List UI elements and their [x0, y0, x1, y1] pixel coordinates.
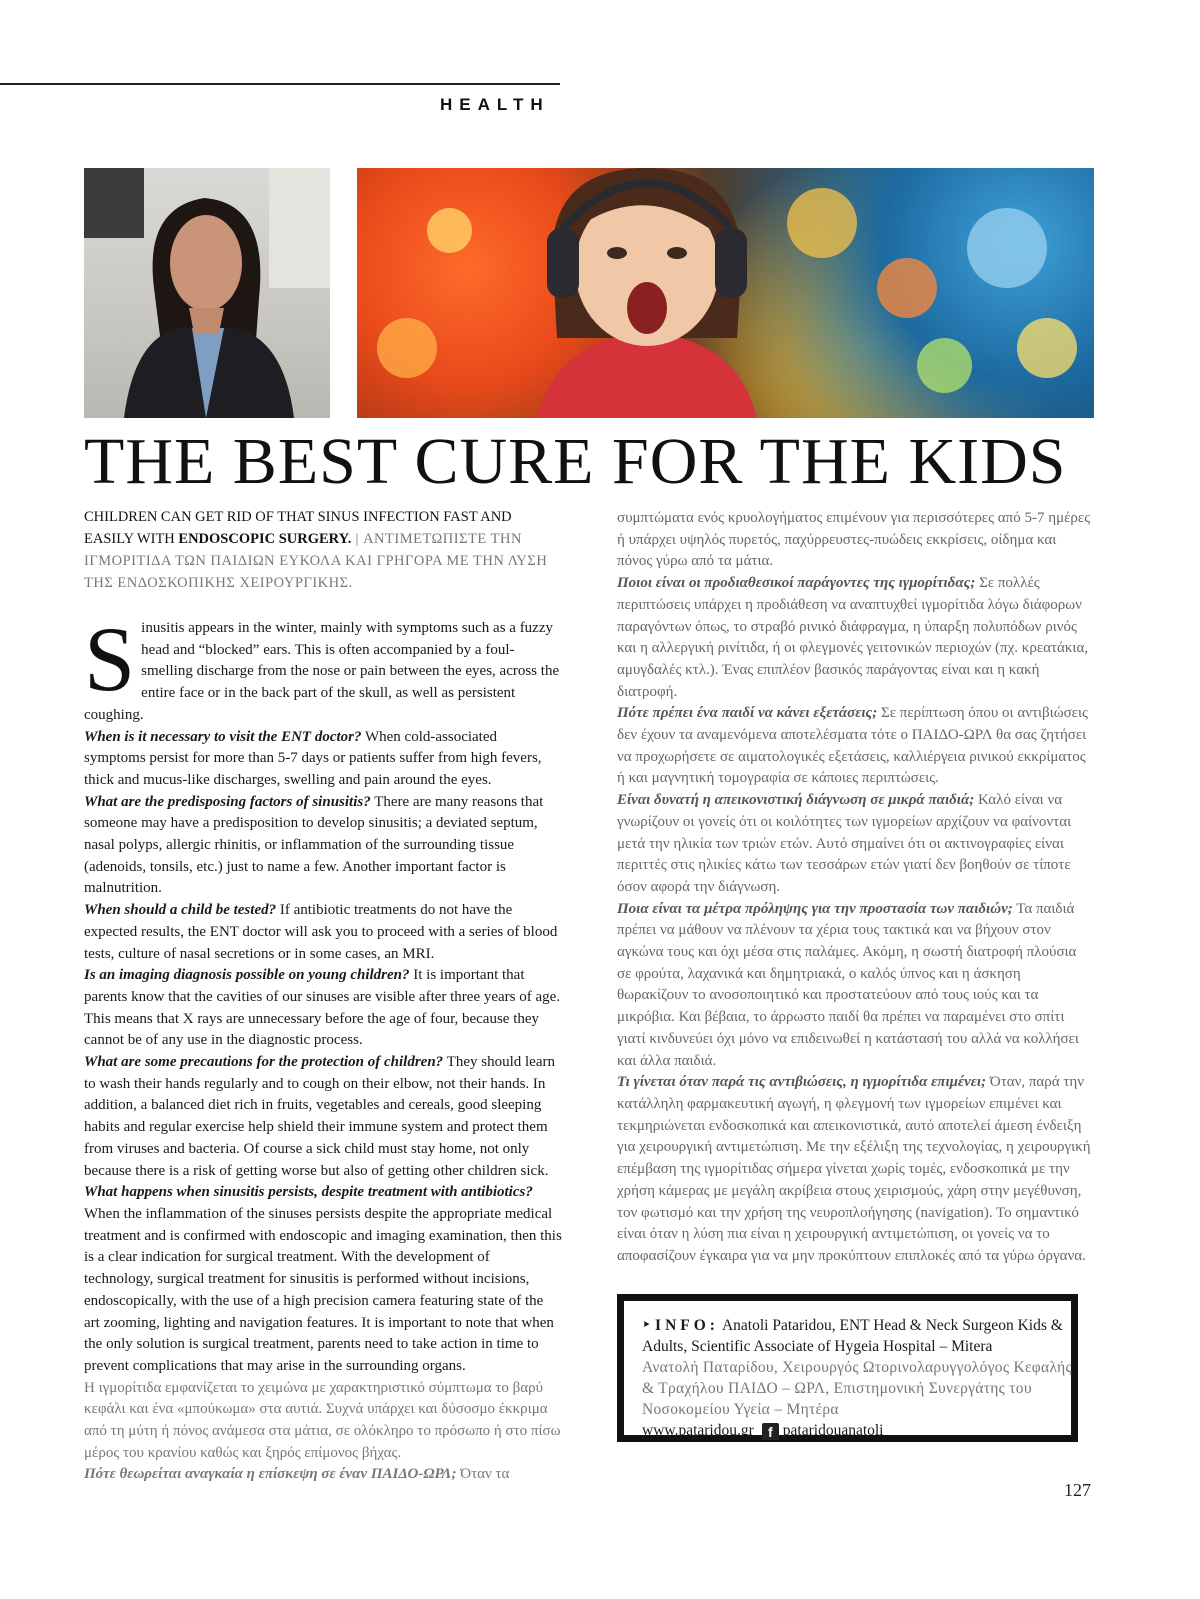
drop-cap: S [84, 608, 136, 710]
qa-4 [84, 965, 562, 1052]
left-column [84, 608, 562, 1486]
info-label: INFO: [655, 1317, 719, 1334]
info-english: Anatoli Pataridou, ENT Head & Neck Surgeon Kids & Adults, Scientific Associate of Hygeia Hospital – Mitera [642, 1317, 1063, 1355]
portrait-illustration [84, 168, 330, 418]
question: Είναι δυνατή η απεικονιστική διάγνωση σε μικρά παιδιά; [617, 792, 975, 809]
qa-6 [84, 1182, 562, 1377]
article-title: THE BEST CURE FOR THE KIDS [84, 425, 1067, 498]
arrow-icon: ‣ [642, 1317, 652, 1334]
answer: Σε πολλές περιπτώσεις υπάρχει η προδιάθεση να αναπτυχθεί ιγμορίτιδα λόγω διάφορων παραγόντων όπως, το στραβό ρινικό διάφραγμα, η ύπαρξη πολυπόδων ρινός και η αλλεργική ρινίτιδα, ή οι φλεγμονές γειτονικών περιοχών (πχ. κρεατάκια, αμυγδαλές κτλ.). Ένας επιπλέον βασικός παράγοντας είναι και η κακή διατροφή. [617, 575, 1089, 700]
greek-qa-6 [617, 1072, 1094, 1267]
question: Πότε θεωρείται αναγκαία η επίσκεψη σε έναν ΠΑΙΔΟ-ΩΡΛ; [84, 1466, 457, 1483]
answer: Καλό είναι να γνωρίζουν οι γονείς ότι οι κοιλότητες των ιγμορείων αρχίζουν να φαίνονται μετά την ηλικία των τριών ετών. Αυτό σημαίνει ότι οι ακτινογραφίες είναι περιττές στις ηλικίες κάτω των τεσσάρων ετών γιατί δεν βοηθούν σε τίποτε όσον αφορά την διάγνωση. [617, 792, 1072, 895]
intro-english-bold: ENDOSCOPIC SURGERY. [178, 531, 352, 547]
greek-answer-continued: συμπτώματα ενός κρυολογήματος επιμένουν για περισσότερες από 5-7 ημέρες ή υπάρχει υψηλός πυρετός, παχύρρευστες-πυώδεις εκκρίσεις, οίδημα και πόνος γύρω από τα μάτια. [617, 510, 1091, 570]
question: What are some precautions for the protection of children? [84, 1054, 444, 1071]
article-intro [84, 506, 562, 594]
answer: It is important that parents know that the cavities of our sinuses are visible after three years of age. This means that X rays are unnecessary before the age of four, because they cannot be of any use in the diagnostic process. [84, 967, 561, 1049]
website-link[interactable]: www.pataridou.gr [642, 1422, 754, 1439]
greek-qa-3 [617, 703, 1094, 790]
answer: When cold-associated symptoms persist for more than 5-7 days or patients suffer from high fevers, thick and mucus-like discharges, swelling and pain around the eyes. [84, 728, 542, 788]
answer: Όταν τα [456, 1466, 510, 1483]
answer: There are many reasons that someone may have a predisposition to develop sinusitis; a deviated septum, nasal polyps, allergic rhinitis, or inflammation of the surrounding tissue (adenoids, tonsils, etc.) just to name a few. Another important factor is malnutrition. [84, 793, 544, 897]
question: What are the predisposing factors of sinusitis? [84, 793, 371, 810]
question: Ποιοι είναι οι προδιαθεσικοί παράγοντες της ιγμορίτιδας; [617, 575, 976, 592]
answer: Τα παιδιά πρέπει να μάθουν να πλένουν τα χέρια τους τακτικά και να βήχουν στον αγκώνα τους και όχι μέσα στις παλάμες. Ακόμη, η σωστή διατροφή πλούσια σε φρούτα, λαχανικά και δημητριακά, ο καλός ύπνος και η άσκηση θωρακίζουν το ανοσοποιητικό και προστατεύουν από τους ιούς και τα μικρόβια. Και βέβαια, το άρρωστο παιδί θα πρέπει να παραμένει στο σπίτι γιατί κινδυνεύει όχι μόνο να επιδεινωθεί η κατάστασή του αλλά να κολλήσει και άλλα παιδιά. [617, 900, 1079, 1069]
answer: Σε περίπτωση όπου οι αντιβιώσεις δεν έχουν τα αναμενόμενα αποτελέσματα τότε ο ΠΑΙΔΟ-ΩΡΛ θα σας ζητήσει να προχωρήσετε σε αιματολογικές εξετάσεις, καλλιέργεια ρινικού εκκρίματος ή και μαγνητική τομογραφία σε κάποιες περιπτώσεις. [617, 705, 1088, 787]
question: Πότε πρέπει ένα παιδί να κάνει εξετάσεις; [617, 705, 878, 722]
greek-qa-2 [617, 573, 1094, 703]
question: Τι γίνεται όταν παρά τις αντιβιώσεις, η ιγμορίτιδα επιμένει; [617, 1074, 987, 1091]
greek-opening: Η ιγμορίτιδα εμφανίζεται το χειμώνα με χαρακτηριστικό σύμπτωμα το βαρύ κεφάλι και ένα «μπούκωμα» στα αυτιά. Συχνά υπάρχει και δύσοσμο έκκριμα από τη μύτη ή πόνος ανάμεσα στα μάτια, σε ολόκληρο το πρόσωπο ή στο πίσω μέρος του κρανίου καθώς και ξηρός επίμονος βήχας. [84, 1379, 561, 1461]
qa-3 [84, 900, 562, 965]
facebook-handle[interactable]: pataridouanatoli [782, 1422, 884, 1439]
answer: They should learn to wash their hands regularly and to cough on their elbow, not their hands. In addition, a balanced diet rich in fruits, vegetables and cereals, good sleeping habits and regular exercise help shield their immune system and protect them from viruses and bacteria. Of course a sick child must stay home, not only because there is a risk of getting worse but also of getting other children sick. [84, 1054, 555, 1179]
info-content [642, 1315, 1072, 1441]
intro-english: CHILDREN CAN GET RID OF THAT SINUS INFECTION FAST AND EASILY WITH [84, 509, 512, 547]
intro-greek: ΑΝΤΙΜΕΤΩΠΙΣΤΕ ΤΗΝ ΙΓΜΟΡΙΤΙΔΑ ΤΩΝ ΠΑΙΔΙΩΝ ΕΥΚΟΛΑ ΚΑΙ ΓΡΗΓΟΡΑ ΜΕ ΤΗΝ ΛΥΣΗ ΤΗΣ ΕΝΔΟΣΚΟΠΙΚΗΣ ΧΕΙΡΟΥΡΓΙΚΗΣ. [84, 531, 548, 591]
right-column [617, 508, 1094, 1268]
intro-separator: | [351, 531, 364, 547]
answer: Όταν, παρά την κατάλληλη φαρμακευτική αγωγή, η φλεγμονή των ιγμορείων επιμένει και τεκμηριώνεται ενδοσκοπικά και απεικονιστικά, αυτό αποτελεί άμεση ένδειξη για χειρουργική αντιμετώπιση. Με την εξέλιξη της τεχνολογίας, η χειρουργική επέμβαση της ιγμορίτιδας σήμερα γίνεται χωρίς τομές, ενδοσκοπικά με την χρήση κάμερας με μεγάλη ακρίβεια στους χειρισμούς, χάρη στην μεγέθυνση, τον φωτισμό και την χρήση της νευροπλοήγησης (navigation). Το σημαντικό είναι όταν η λύση πια είναι η χειρουργική αντιμετώπιση, οι γονείς να το αποφασίζουν έγκαιρα για να μην προκύπτουν επιπλοκές από τα γύρω όργανα. [617, 1074, 1091, 1264]
section-label: HEALTH [440, 95, 550, 114]
question: When is it necessary to visit the ENT doctor? [84, 728, 362, 745]
question: What happens when sinusitis persists, despite treatment with antibiotics? [84, 1184, 533, 1201]
page-number: 127 [1064, 1480, 1091, 1500]
question: Is an imaging diagnosis possible on young children? [84, 967, 410, 984]
greek-qa-5 [617, 899, 1094, 1073]
facebook-icon: f [762, 1423, 779, 1440]
question: Ποια είναι τα μέτρα πρόληψης για την προστασία των παιδιών; [617, 900, 1013, 917]
info-box [617, 1294, 1078, 1442]
question: When should a child be tested? [84, 902, 277, 919]
answer: If antibiotic treatments do not have the expected results, the ENT doctor will ask you to proceed with a series of blood tests, culture of nasal secretions or in some cases, an MRI. [84, 902, 558, 962]
opening-paragraph [84, 608, 562, 727]
qa-5 [84, 1052, 562, 1182]
opening-text: inusitis appears in the winter, mainly with symptoms such as a fuzzy head and “blocked” ears. This is often accompanied by a foul-smelling discharge from the nose or pain between the eyes, across the entire face or in the back part of the skull, as well as persistent coughing. [84, 620, 560, 723]
greek-qa-4 [617, 790, 1094, 899]
header-rule [0, 83, 560, 85]
portrait-photo [84, 168, 330, 418]
child-illustration [497, 168, 797, 418]
greek-qa-1 [84, 1464, 562, 1486]
info-greek: Ανατολή Παταρίδου, Χειρουργός Ωτορινολαρυγγολόγος Κεφαλής & Τραχήλου ΠΑΙΔΟ – ΩΡΛ, Επιστημονική Συνεργάτης του Νοσοκομείου Υγεία – Μητέρα [642, 1359, 1072, 1418]
qa-2 [84, 792, 562, 901]
child-headphones-photo [357, 168, 1094, 418]
answer: When the inflammation of the sinuses persists despite the appropriate medical treatment and is confirmed with endoscopic and imaging examination, then this is a clear indication for surgical treatment. With the development of technology, surgical treatment for sinusitis is performed without incisions, endoscopically, with the use of a high precision camera featuring state of the art zooming, lighting and navigation features. It is important to note that when the only solution is surgical treatment, parents need to take action in time to prevent complications that may arise in the surrounding organs. [84, 1205, 562, 1374]
qa-1 [84, 727, 562, 792]
